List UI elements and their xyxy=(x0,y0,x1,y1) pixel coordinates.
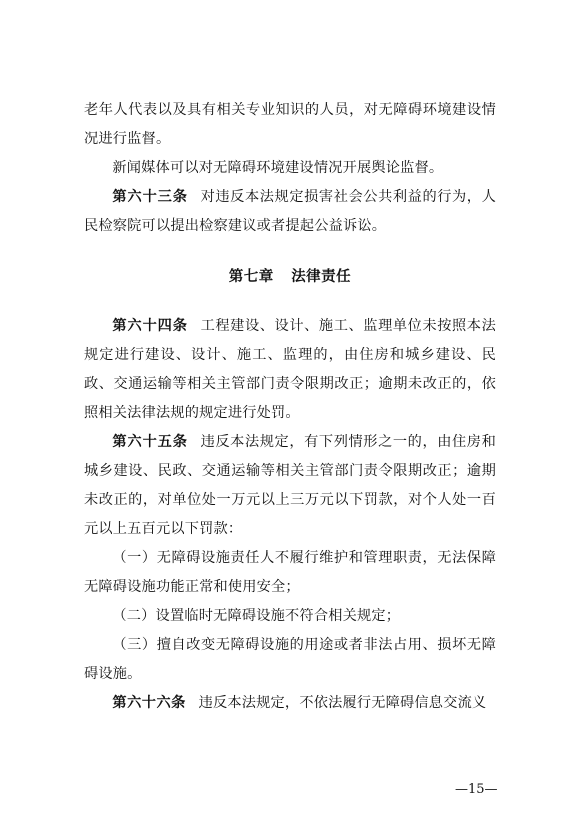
article-number: 第六十四条 xyxy=(112,318,188,334)
list-item-1: （一）无障碍设施责任人不履行维护和管理职责，无法保障无障碍设施功能正常和使用安全； xyxy=(84,550,496,595)
article-63 xyxy=(84,183,496,241)
paragraph-continuation: 老年人代表以及具有相关专业知识的人员，对无障碍环境建设情况进行监督。 xyxy=(84,102,496,147)
article-text: 违反本法规定，不依法履行无障碍信息交流义 xyxy=(198,695,487,711)
article-text: 违反本法规定，有下列情形之一的，由住房和城乡建设、民政、交通运输等相关主管部门责令限期改正；逾期未改正的，对单位处一万元以上三万元以下罚款，对个人处一百元以上五百元以下罚款： xyxy=(84,434,496,537)
list-item-2: （二）设置临时无障碍设施不符合相关规定； xyxy=(112,608,401,624)
chapter-number: 第七章 xyxy=(228,269,274,285)
paragraph-media-supervision: 新闻媒体可以对无障碍环境建设情况开展舆论监督。 xyxy=(112,160,444,176)
article-66 xyxy=(84,689,496,718)
chapter-heading xyxy=(84,263,496,292)
document-page xyxy=(84,96,496,718)
article-text: 对违反本法规定损害社会公共利益的行为，人民检察院可以提出检察建议或者提起公益诉讼。 xyxy=(84,189,496,234)
article-number: 第六十三条 xyxy=(112,189,188,205)
page-number: —15— xyxy=(455,782,498,797)
article-number: 第六十五条 xyxy=(112,434,188,450)
chapter-title: 法律责任 xyxy=(291,269,352,285)
article-64 xyxy=(84,312,496,428)
article-65 xyxy=(84,428,496,544)
list-item-3: （三）擅自改变无障碍设施的用途或者非法占用、损坏无障碍设施。 xyxy=(84,637,496,682)
article-number: 第六十六条 xyxy=(112,695,186,711)
article-text: 工程建设、设计、施工、监理单位未按照本法规定进行建设、设计、施工、监理的，由住房和城乡建设、民政、交通运输等相关主管部门责令限期改正；逾期未改正的，依照相关法律法规的规定进行处罚。 xyxy=(84,318,496,421)
